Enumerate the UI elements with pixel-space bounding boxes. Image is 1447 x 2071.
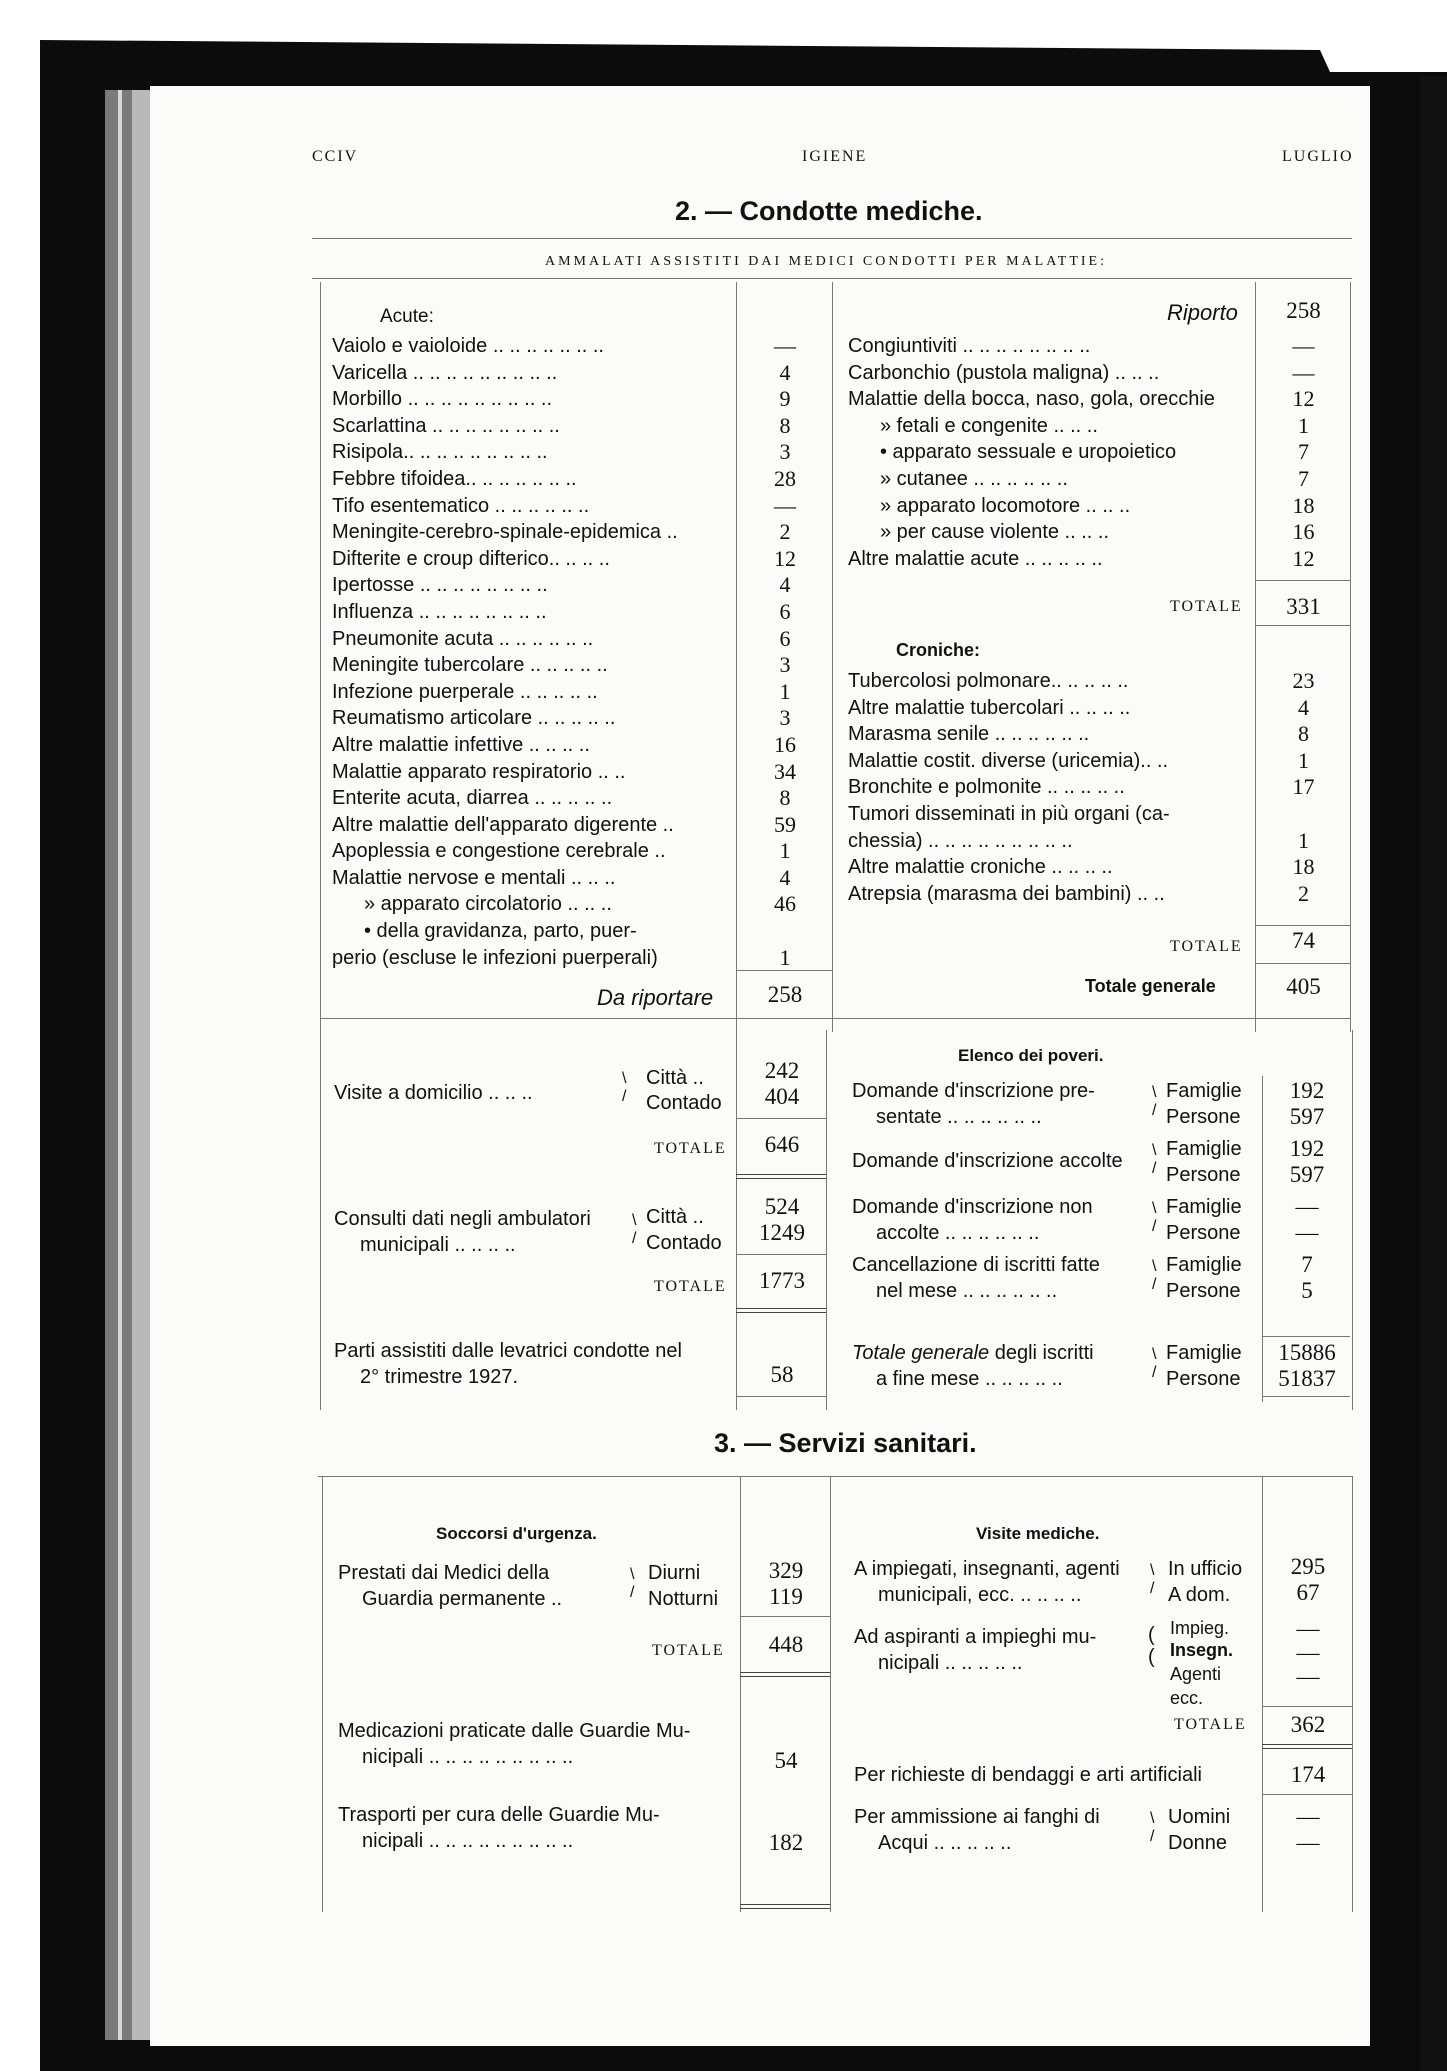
acute-right-item-label: » cutanee .. .. .. .. .. .. — [880, 467, 1068, 490]
poveri-row-label2: sentate .. .. .. .. .. .. — [876, 1106, 1042, 1128]
soccorsi-diurni-label: Diurni — [648, 1562, 701, 1584]
rule-v-low-num-left — [736, 1030, 737, 1410]
acute-item-value: 1 — [779, 678, 791, 704]
poveri-totale-label2: a fine mese .. .. .. .. .. — [876, 1368, 1063, 1390]
poveri-totale-label1 — [852, 1342, 1094, 1365]
acute-item-value: 6 — [779, 625, 791, 651]
consulti-totale-value: 1773 — [759, 1268, 805, 1293]
acute-right-item-value: 18 — [1292, 492, 1315, 518]
poveri-row-persone-label: Persone — [1166, 1164, 1241, 1186]
totale-acute-label: TOTALE — [1170, 598, 1243, 615]
da-riportare-label: Da riportare — [597, 985, 714, 1010]
fanghi-brace-icon: \ / — [1150, 1810, 1155, 1845]
medicazioni-label1: Medicazioni praticate dalle Guardie Mu- — [338, 1720, 691, 1742]
acute-item-label: Ipertosse .. .. .. .. .. .. .. .. — [332, 574, 548, 597]
bendaggi-label: Per richieste di bendaggi e arti artificiali — [854, 1764, 1202, 1786]
poveri-row-persone-value: 5 — [1301, 1278, 1313, 1303]
croniche-item-value: 17 — [1292, 774, 1315, 800]
da-riportare-value: 258 — [767, 982, 803, 1007]
rule-poveri-totale — [1262, 1336, 1350, 1337]
rule-v-low-num-right — [826, 1030, 827, 1410]
rule-visite — [736, 1118, 826, 1119]
parti-label1: Parti assistiti dalle levatrici condotte nel — [334, 1340, 682, 1362]
acute-item-label: Reumatismo articolare .. .. .. .. .. — [332, 707, 616, 730]
acute-item-value: 8 — [779, 412, 791, 438]
poveri-row-famiglie-label: Famiglie — [1166, 1138, 1242, 1160]
croniche-values — [1257, 668, 1350, 907]
visite-mediche-heading: Visite mediche. — [976, 1524, 1100, 1543]
poveri-row-label1: Domande d'inscrizione pre- — [852, 1080, 1095, 1102]
croniche-item-value: 1 — [1298, 747, 1309, 773]
soccorsi-diurni-value: 329 — [768, 1558, 804, 1583]
poveri-row-famiglie-label: Famiglie — [1166, 1254, 1242, 1276]
consulti-contado-label: Contado — [646, 1232, 722, 1254]
acute-right-item-label: Congiuntiviti .. .. .. .. .. .. .. .. — [848, 335, 1091, 357]
croniche-list — [848, 668, 1248, 907]
impiegati-label2: municipali, ecc. .. .. .. .. — [878, 1584, 1082, 1606]
croniche-item-label: Altre malattie croniche .. .. .. .. — [848, 856, 1113, 879]
impiegati-brace-icon: \ / — [1150, 1562, 1155, 1597]
impiegati-label1: A impiegati, insegnanti, agenti — [854, 1558, 1120, 1580]
consulti-citta-value: 524 — [764, 1194, 800, 1219]
section2-subtitle: AMMALATI ASSISTITI DAI MEDICI CONDOTTI PER MALATTIE: — [545, 254, 1107, 269]
soccorsi-label2: Guardia permanente .. — [362, 1588, 563, 1610]
acute-item-value: 3 — [779, 439, 791, 465]
ecc-label: ecc. — [1170, 1688, 1204, 1708]
visite-totale-value: 646 — [764, 1132, 800, 1157]
soccorsi-totale-label: TOTALE — [652, 1642, 725, 1659]
rule-v-low-left — [320, 1030, 321, 1410]
acute-item-label: perio (escluse le infezioni puerperali) — [332, 946, 658, 969]
poveri-row-famiglie-value: 192 — [1289, 1136, 1325, 1161]
acute-item-value: 6 — [779, 598, 791, 624]
acute-item-value — [738, 918, 832, 945]
aspiranti-label2: nicipali .. .. .. .. .. — [878, 1652, 1023, 1674]
rule-riportare — [736, 970, 832, 971]
rule-s3-bottom-double — [740, 1904, 830, 1909]
acute-item-label: Morbillo .. .. .. .. .. .. .. .. .. — [332, 388, 553, 411]
acute-item-label: Altre malattie infettive .. .. .. .. — [332, 733, 590, 756]
agenti-label: Agenti — [1170, 1664, 1222, 1684]
impieg-value: — — [1296, 1616, 1320, 1641]
acute-item-value: 1 — [779, 944, 791, 970]
acute-values — [738, 333, 832, 971]
poveri-row-brace-icon: \ / — [1152, 1200, 1157, 1235]
parti-label2: 2° trimestre 1927. — [360, 1366, 519, 1388]
poveri-heading: Elenco dei poveri. — [958, 1046, 1104, 1065]
visite-citta-value: 242 — [764, 1058, 800, 1083]
rule-parti — [736, 1396, 826, 1397]
rule-totale2 — [1255, 925, 1350, 926]
acute-item-value: — — [774, 333, 796, 358]
rule-s3-v-num1-right — [830, 1476, 831, 1912]
consulti-brace-icon: \ / — [632, 1212, 637, 1247]
poveri-totale-p-label: Persone — [1166, 1368, 1241, 1390]
acute-item-value: 4 — [779, 572, 791, 598]
consulti-label1: Consulti dati negli ambulatori — [334, 1208, 591, 1230]
poveri-row-persone-value: 597 — [1289, 1162, 1325, 1187]
acute-right-item-value: 1 — [1298, 412, 1309, 438]
acute-item-label: Meningite tubercolare .. .. .. .. .. — [332, 654, 608, 677]
acute-item-value: 12 — [774, 545, 796, 571]
rule-v-poveri-num — [1262, 1076, 1263, 1402]
rule-poveri-totale-b — [1262, 1396, 1350, 1397]
croniche-item-label: Atrepsia (marasma dei bambini) .. .. — [848, 882, 1165, 905]
acute-right-item-label: Altre malattie acute .. .. .. .. .. — [848, 547, 1103, 570]
rule-v-num1-right — [832, 282, 833, 1032]
croniche-item-value: 1 — [1298, 827, 1309, 853]
acute-item-value: 2 — [779, 519, 791, 545]
acute-item-value: 46 — [774, 891, 796, 917]
poveri-row-label1: Cancellazione di iscritti fatte — [852, 1254, 1100, 1276]
acute-item-label: Risipola.. .. .. .. .. .. .. .. .. — [332, 441, 548, 464]
acute-right-item-label: • apparato sessuale e uropoietico — [880, 441, 1177, 464]
rule-s3-v-num1-left — [740, 1476, 741, 1912]
rule-soccorsi-double — [740, 1672, 830, 1677]
agenti-value: — — [1296, 1664, 1320, 1689]
acute-right-list — [848, 333, 1248, 572]
croniche-item-value: 2 — [1298, 880, 1309, 906]
acute-right-item-value: 16 — [1292, 519, 1315, 545]
header-section: IGIENE — [802, 148, 868, 165]
poveri-row-label1: Domande d'inscrizione accolte — [852, 1150, 1123, 1172]
aspiranti-label1: Ad aspiranti a impieghi mu- — [854, 1626, 1097, 1648]
poveri-totale-label1-rest: degli iscritti — [989, 1342, 1094, 1364]
acute-item-label: Vaiolo e vaioloide .. .. .. .. .. .. .. — [332, 335, 604, 357]
poveri-row-brace-icon: \ / — [1152, 1142, 1157, 1177]
trasporti-value: 182 — [768, 1830, 804, 1855]
riporto-label: Riporto — [1167, 300, 1238, 325]
acute-right-item-value: 7 — [1298, 439, 1309, 465]
totale-croniche-label: TOTALE — [1170, 938, 1243, 955]
uomini-value: — — [1296, 1804, 1320, 1829]
acute-item-value: 16 — [774, 731, 796, 757]
soccorsi-heading: Soccorsi d'urgenza. — [436, 1524, 597, 1543]
acute-item-value: 1 — [779, 838, 791, 864]
acute-item-label: Difterite e croup difterico.. .. .. .. — [332, 547, 610, 570]
rule-bendaggi — [1262, 1794, 1352, 1795]
consulti-totale-label: TOTALE — [654, 1278, 727, 1295]
acute-item-value: — — [774, 492, 796, 518]
totale-acute-value: 331 — [1286, 594, 1321, 619]
acute-item-label: Meningite-cerebro-spinale-epidemica .. — [332, 521, 678, 544]
acute-right-item-label: » fetali e congenite .. .. .. — [880, 414, 1098, 437]
visite-contado-value: 404 — [764, 1084, 800, 1109]
poveri-row-persone-value: 597 — [1289, 1104, 1325, 1129]
croniche-item-label: Marasma senile .. .. .. .. .. .. — [848, 723, 1090, 746]
acute-item-label: Infezione puerperale .. .. .. .. .. — [332, 680, 598, 703]
totale-croniche-value: 74 — [1292, 928, 1315, 953]
rule-mid — [320, 1018, 1350, 1019]
poveri-totale-f-value: 15886 — [1278, 1340, 1336, 1365]
section3-title: 3. — Servizi sanitari. — [714, 1428, 977, 1458]
a-dom-label: A dom. — [1168, 1584, 1231, 1606]
acute-item-label: Scarlattina .. .. .. .. .. .. .. .. — [332, 414, 560, 437]
croniche-item-label: Altre malattie tubercolari .. .. .. .. — [848, 696, 1131, 719]
visite-label: Visite a domicilio .. .. .. — [334, 1082, 533, 1104]
parti-value: 58 — [770, 1362, 794, 1387]
poveri-row-famiglie-value: 7 — [1301, 1252, 1313, 1277]
acute-item-label: Febbre tifoidea.. .. .. .. .. .. .. — [332, 467, 577, 490]
croniche-item-label: Tumori disseminati in più organi (ca- — [848, 802, 1170, 825]
poveri-row-brace-icon: \ / — [1152, 1084, 1157, 1119]
acute-item-label: Altre malattie dell'apparato digerente .. — [332, 813, 674, 836]
uomini-label: Uomini — [1168, 1806, 1231, 1828]
totale-generale-label: Totale generale — [1085, 976, 1216, 996]
acute-item-label: Tifo esentematico .. .. .. .. .. .. — [332, 494, 590, 517]
acute-item-value: 3 — [779, 705, 791, 731]
croniche-item-value: 8 — [1298, 721, 1309, 747]
acute-right-item-label: » per cause violente .. .. .. — [880, 521, 1110, 544]
croniche-item-value: 4 — [1298, 694, 1309, 720]
rule-totale2b — [1255, 963, 1350, 964]
poveri-row-label1: Domande d'inscrizione non — [852, 1196, 1093, 1218]
acute-right-item-label: Malattie della bocca, naso, gola, orecchie — [848, 388, 1215, 411]
visite-contado-label: Contado — [646, 1092, 722, 1114]
acute-item-label: Enterite acuta, diarrea .. .. .. .. .. — [332, 787, 613, 810]
rule-s3-top — [318, 1476, 1352, 1477]
poveri-totale-p-value: 51837 — [1278, 1366, 1336, 1391]
rule-s3-v-num2-left — [1262, 1476, 1263, 1912]
header-page-number: CCIV — [312, 148, 359, 165]
acute-right-item-value: 7 — [1298, 465, 1309, 491]
rule-v-right — [1350, 282, 1351, 1032]
rule-totale1b — [1255, 625, 1350, 626]
totale-generale-value: 405 — [1286, 974, 1321, 999]
acute-item-label: Malattie nervose e mentali .. .. .. — [332, 866, 616, 889]
acute-item-label: Varicella .. .. .. .. .. .. .. .. .. — [332, 361, 558, 384]
aspiranti-brace-icon: ( ( — [1148, 1624, 1155, 1668]
poveri-totale-label1-italic: Totale generale — [852, 1342, 990, 1364]
rule-totale1 — [1255, 580, 1350, 581]
acute-right-item-value: — — [1292, 333, 1315, 358]
rule-sub — [312, 278, 1352, 279]
donne-label: Donne — [1168, 1832, 1227, 1854]
visite-totale-label: TOTALE — [654, 1140, 727, 1157]
poveri-row-persone-value: — — [1295, 1220, 1319, 1245]
rule-visite-mediche — [1262, 1706, 1352, 1707]
in-ufficio-value: 295 — [1290, 1554, 1326, 1579]
header-month: LUGLIO — [1282, 148, 1354, 165]
croniche-item-value: 23 — [1292, 668, 1315, 693]
acute-right-item-value: — — [1292, 359, 1315, 385]
visite-citta-label: Città .. — [646, 1067, 704, 1089]
bendaggi-value: 174 — [1290, 1762, 1326, 1787]
poveri-row-label2: accolte .. .. .. .. .. .. — [876, 1222, 1040, 1244]
acute-right-item-label: Carbonchio (pustola maligna) .. .. .. — [848, 361, 1160, 384]
soccorsi-notturni-label: Notturni — [648, 1588, 719, 1610]
rule-v-num2-left — [1255, 282, 1256, 1032]
poveri-row-brace-icon: \ / — [1152, 1258, 1157, 1293]
rule-v-num1-left — [736, 282, 737, 1032]
poveri-row-famiglie-label: Famiglie — [1166, 1196, 1242, 1218]
rule-s3-v-right — [1352, 1476, 1353, 1912]
rule-soccorsi — [740, 1616, 830, 1617]
croniche-heading: Croniche: — [896, 640, 981, 660]
croniche-item-label: Bronchite e polmonite .. .. .. .. .. — [848, 776, 1125, 799]
rule-v-left — [320, 282, 321, 1032]
acute-list — [332, 333, 732, 971]
acute-item-value: 4 — [779, 359, 791, 385]
a-dom-value: 67 — [1296, 1580, 1320, 1605]
rule-visite-mediche-double — [1262, 1744, 1352, 1749]
acute-item-value: 8 — [779, 785, 791, 811]
poveri-row-label2: nel mese .. .. .. .. .. .. — [876, 1280, 1058, 1302]
visite-mediche-totale-value: 362 — [1290, 1712, 1326, 1737]
acute-heading: Acute: — [380, 306, 434, 327]
acute-item-label: Influenza .. .. .. .. .. .. .. .. — [332, 600, 547, 623]
acute-right-item-label: » apparato locomotore .. .. .. — [880, 494, 1131, 517]
acute-item-label: Malattie apparato respiratorio .. .. — [332, 760, 626, 783]
poveri-row-famiglie-value: 192 — [1289, 1078, 1325, 1103]
rule-s3-v-left — [322, 1476, 323, 1912]
consulti-label2: municipali .. .. .. .. — [360, 1234, 516, 1256]
croniche-item-label: Tubercolosi polmonare.. .. .. .. .. — [848, 670, 1129, 692]
acute-item-value: 9 — [779, 386, 791, 412]
rule-v-low-right — [1352, 1030, 1353, 1410]
visite-brace-icon: \ / — [622, 1070, 627, 1105]
donne-value: — — [1296, 1830, 1320, 1855]
medicazioni-label2: nicipali .. .. .. .. .. .. .. .. .. — [362, 1746, 574, 1768]
acute-item-value: 3 — [779, 652, 791, 678]
poveri-row-persone-label: Persone — [1166, 1106, 1241, 1128]
rule-visite-double — [736, 1174, 826, 1179]
poveri-row-famiglie-value: — — [1295, 1194, 1319, 1219]
acute-item-value: 4 — [779, 864, 791, 890]
acute-item-label: Pneumonite acuta .. .. .. .. .. .. — [332, 627, 594, 650]
acute-item-label: • della gravidanza, parto, puer- — [364, 920, 637, 943]
rule-consulti — [736, 1254, 826, 1255]
consulti-contado-value: 1249 — [759, 1220, 805, 1245]
trasporti-label2: nicipali .. .. .. .. .. .. .. .. .. — [362, 1830, 574, 1852]
impieg-label: Impieg. — [1170, 1618, 1230, 1638]
soccorsi-notturni-value: 119 — [769, 1584, 803, 1609]
fanghi-label2: Acqui .. .. .. .. .. — [878, 1832, 1012, 1854]
poveri-row-persone-label: Persone — [1166, 1280, 1241, 1302]
fanghi-label1: Per ammissione ai fanghi di — [854, 1806, 1100, 1828]
medicazioni-value: 54 — [774, 1748, 798, 1773]
croniche-item-value — [1257, 801, 1350, 828]
riporto-value: 258 — [1286, 298, 1321, 323]
soccorsi-label1: Prestati dai Medici della — [338, 1562, 550, 1584]
poveri-row-persone-label: Persone — [1166, 1222, 1241, 1244]
in-ufficio-label: In ufficio — [1168, 1558, 1243, 1580]
rule-top — [312, 238, 1352, 239]
poveri-totale-f-label: Famiglie — [1166, 1342, 1242, 1364]
poveri-totale-brace-icon: \ / — [1152, 1346, 1157, 1381]
croniche-item-label: chessia) .. .. .. .. .. .. .. .. .. — [848, 829, 1073, 852]
trasporti-label1: Trasporti per cura delle Guardie Mu- — [338, 1804, 660, 1826]
acute-item-label: » apparato circolatorio .. .. .. — [364, 893, 612, 916]
acute-right-values — [1257, 333, 1350, 572]
acute-item-value: 59 — [774, 811, 796, 837]
visite-mediche-totale-label: TOTALE — [1174, 1716, 1247, 1733]
acute-item-value: 28 — [774, 465, 796, 491]
croniche-item-value: 18 — [1292, 854, 1315, 880]
poveri-row-famiglie-label: Famiglie — [1166, 1080, 1242, 1102]
acute-item-value: 34 — [774, 758, 796, 784]
croniche-item-label: Malattie costit. diverse (uricemia).. .. — [848, 749, 1169, 772]
acute-right-item-value: 12 — [1292, 545, 1315, 571]
soccorsi-brace-icon: \ / — [630, 1566, 635, 1601]
soccorsi-totale-value: 448 — [768, 1632, 804, 1657]
acute-right-item-value: 12 — [1292, 386, 1315, 412]
rule-consulti-double — [736, 1308, 826, 1313]
consulti-citta-label: Città .. — [646, 1206, 704, 1228]
insegn-label: Insegn. — [1170, 1640, 1234, 1660]
acute-item-label: Apoplessia e congestione cerebrale .. — [332, 840, 666, 863]
section2-title: 2. — Condotte mediche. — [675, 196, 983, 226]
insegn-value: — — [1296, 1640, 1320, 1665]
